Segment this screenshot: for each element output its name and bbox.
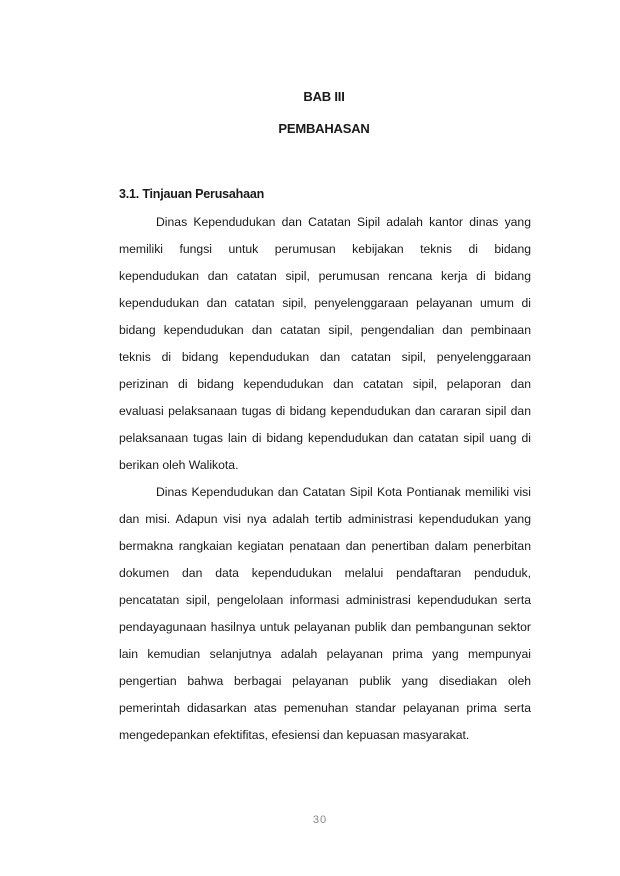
paragraph-line: mengedepankan efektifitas, efesiensi dan kepuasan masyarakat. [119,728,470,742]
paragraph-line: pelaksanaan tugas lain di bidang kependudukan dan catatan sipil uang di [119,431,531,445]
paragraph-line: Dinas Kependudukan dan Catatan Sipil Kota Pontianak memiliki visi [156,485,531,499]
paragraph-line: evaluasi pelaksanaan tugas di bidang kependudukan dan cararan sipil dan [119,404,531,418]
paragraph-line: pengertian bahwa berbagai pelayanan publik yang disediakan oleh [119,674,531,688]
paragraph-line: pendayagunaan hasilnya untuk pelayanan publik dan pembangunan sektor [119,620,531,634]
paragraph-line: lain kemudian selanjutnya adalah pelayanan prima yang mempunyai [119,647,531,661]
paragraph-line: kependudukan dan catatan sipil, perumusan rencana kerja di bidang [119,269,531,283]
paragraph-line: teknis di bidang kependudukan dan catatan sipil, penyelenggaraan [119,350,531,364]
paragraph-line: pencatatan sipil, pengelolaan informasi administrasi kependudukan serta [119,593,531,607]
paragraph-line: perizinan di bidang kependudukan dan catatan sipil, pelaporan dan [119,377,531,391]
section-heading: 3.1. Tinjauan Perusahaan [119,187,265,201]
paragraph-line: dan misi. Adapun visi nya adalah tertib administrasi kependudukan yang [119,512,531,526]
paragraph-line: berikan oleh Walikota. [119,458,239,472]
paragraph-line: kependudukan dan catatan sipil, penyelenggaraan pelayanan umum di [119,296,531,310]
paragraph-line: bermakna rangkaian kegiatan penataan dan penertiban dalam penerbitan [119,539,531,553]
paragraph-line: pemerintah didasarkan atas pemenuhan standar pelayanan prima serta [119,701,531,715]
paragraph-line: dokumen dan data kependudukan melalui pendaftaran penduduk, [119,566,531,580]
paragraph-line: bidang kependudukan dan catatan sipil, pengendalian dan pembinaan [119,323,531,337]
paragraph-line: memiliki fungsi untuk perumusan kebijakan teknis di bidang [119,242,531,256]
chapter-title: PEMBAHASAN [278,121,370,136]
chapter-number: BAB III [303,89,345,104]
paragraph-line: Dinas Kependudukan dan Catatan Sipil adalah kantor dinas yang [156,215,531,229]
page-number: 30 [312,814,328,826]
